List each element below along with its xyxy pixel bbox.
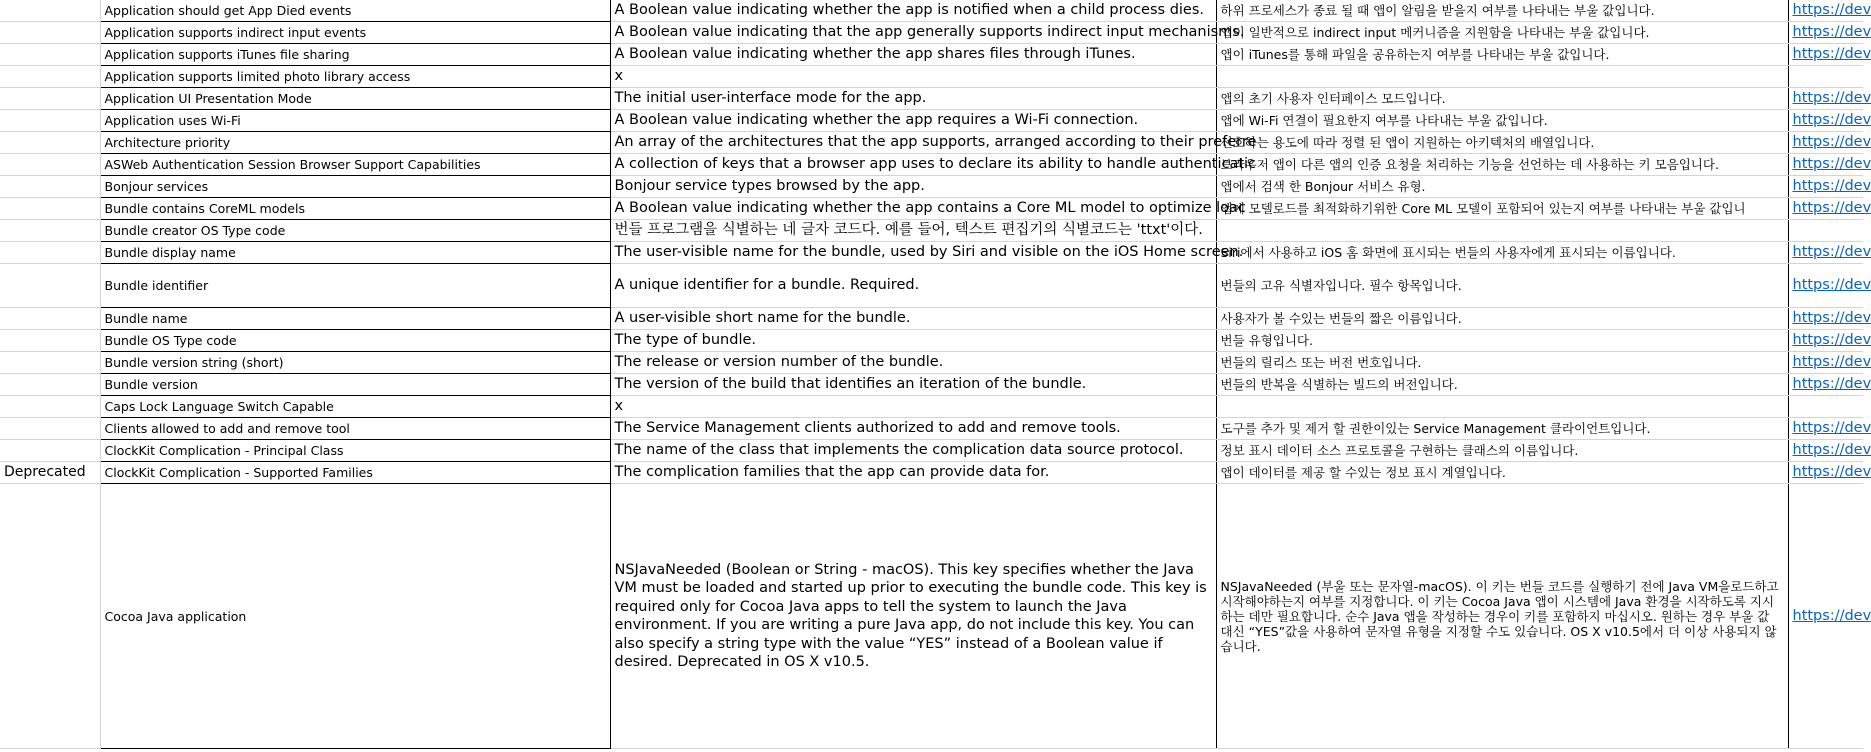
description-cell[interactable]: A unique identifier for a bundle. Required. (610, 264, 1216, 308)
korean-description-cell[interactable]: 도구를 추가 및 제거 할 권한이있는 Service Management 클라이언트입니다. (1216, 418, 1788, 440)
doc-link-cell[interactable]: https://dev (1788, 22, 1863, 44)
table-row (0, 264, 1863, 308)
description-cell[interactable]: An array of the architectures that the app supports, arranged according to their preferre (610, 132, 1216, 154)
status-cell[interactable] (0, 440, 100, 462)
description-cell[interactable]: x (610, 396, 1216, 418)
description-cell[interactable]: x (610, 66, 1216, 88)
table-row (0, 132, 1863, 154)
korean-description-cell[interactable]: 앱이 데이터를 제공 할 수있는 정보 표시 계열입니다. (1216, 462, 1788, 484)
status-cell[interactable] (0, 22, 100, 44)
description-cell[interactable]: A user-visible short name for the bundle. (610, 308, 1216, 330)
table-row (0, 352, 1863, 374)
table-row (0, 418, 1863, 440)
table-row (0, 0, 1863, 22)
description-cell[interactable]: A collection of keys that a browser app uses to declare its ability to handle authenticatic (610, 154, 1216, 176)
doc-link-cell[interactable]: https://dev (1788, 132, 1863, 154)
status-cell[interactable] (0, 0, 100, 22)
status-cell[interactable] (0, 88, 100, 110)
description-cell[interactable]: A Boolean value indicating whether the app requires a Wi-Fi connection. (610, 110, 1216, 132)
doc-link-cell[interactable]: https://dev (1788, 176, 1863, 198)
table-row (0, 484, 1863, 749)
key-name-cell[interactable]: Application supports indirect input events (100, 22, 610, 44)
key-name-cell[interactable]: Clients allowed to add and remove tool (100, 418, 610, 440)
key-name-cell[interactable]: Bonjour services (100, 176, 610, 198)
doc-link-cell[interactable]: https://dev (1788, 44, 1863, 66)
key-name-cell[interactable]: Bundle version string (short) (100, 352, 610, 374)
status-cell[interactable]: Deprecated (0, 462, 100, 484)
doc-link-cell[interactable]: https://dev (1788, 110, 1863, 132)
doc-link-cell[interactable]: https://dev (1788, 242, 1863, 264)
status-cell[interactable] (0, 154, 100, 176)
doc-link-cell[interactable]: https://dev (1788, 88, 1863, 110)
korean-description-cell[interactable]: 번들의 릴리스 또는 버전 번호입니다. (1216, 352, 1788, 374)
status-cell[interactable] (0, 132, 100, 154)
description-cell[interactable]: 번들 프로그램을 식별하는 네 글자 코드다. 예를 들어, 텍스트 편집기의 식별코드는 'ttxt'이다. (610, 220, 1216, 242)
doc-link-cell[interactable]: https://dev (1788, 484, 1863, 749)
korean-description-cell[interactable]: 번들의 고유 식별자입니다. 필수 항목입니다. (1216, 264, 1788, 308)
description-cell[interactable]: The Service Management clients authorized to add and remove tools. (610, 418, 1216, 440)
description-cell[interactable]: The name of the class that implements the complication data source protocol. (610, 440, 1216, 462)
doc-link-cell[interactable]: https://dev (1788, 374, 1863, 396)
korean-description-cell[interactable] (1216, 220, 1788, 242)
key-name-cell[interactable]: Caps Lock Language Switch Capable (100, 396, 610, 418)
korean-description-cell[interactable]: 사용자가 볼 수있는 번들의 짧은 이름입니다. (1216, 308, 1788, 330)
key-name-cell[interactable]: Cocoa Java application (100, 484, 610, 749)
description-cell[interactable]: A Boolean value indicating whether the app is notified when a child process dies. (610, 0, 1216, 22)
key-name-cell[interactable]: Architecture priority (100, 132, 610, 154)
status-cell[interactable] (0, 198, 100, 220)
doc-link-cell[interactable] (1788, 220, 1863, 242)
status-cell[interactable] (0, 242, 100, 264)
key-name-cell[interactable]: ASWeb Authentication Session Browser Support Capabilities (100, 154, 610, 176)
key-name-cell[interactable]: Bundle contains CoreML models (100, 198, 610, 220)
status-cell[interactable] (0, 220, 100, 242)
doc-link-cell[interactable]: https://dev (1788, 0, 1863, 22)
key-name-cell[interactable]: ClockKit Complication - Principal Class (100, 440, 610, 462)
korean-description-cell[interactable]: Siri에서 사용하고 iOS 홈 화면에 표시되는 번들의 사용자에게 표시되는 이름입니다. (1216, 242, 1788, 264)
table-row (0, 242, 1863, 264)
table-row (0, 330, 1863, 352)
table-row (0, 66, 1863, 88)
description-cell[interactable]: The type of bundle. (610, 330, 1216, 352)
doc-link-cell[interactable]: https://dev (1788, 462, 1863, 484)
status-cell[interactable] (0, 44, 100, 66)
status-cell[interactable] (0, 110, 100, 132)
doc-link-cell[interactable]: https://dev (1788, 198, 1863, 220)
description-cell[interactable]: Bonjour service types browsed by the app. (610, 176, 1216, 198)
table-row (0, 396, 1863, 418)
table-row (0, 440, 1863, 462)
doc-link-cell[interactable]: https://dev (1788, 330, 1863, 352)
status-cell[interactable] (0, 484, 100, 749)
key-name-cell[interactable]: Bundle creator OS Type code (100, 220, 610, 242)
doc-link-cell[interactable]: https://dev (1788, 308, 1863, 330)
korean-description-cell[interactable]: 번들 유형입니다. (1216, 330, 1788, 352)
doc-link-cell[interactable] (1788, 66, 1863, 88)
korean-description-cell[interactable] (1216, 396, 1788, 418)
korean-description-cell[interactable]: 앱이 iTunes를 통해 파일을 공유하는지 여부를 나타내는 부울 값입니다. (1216, 44, 1788, 66)
description-cell[interactable]: The user-visible name for the bundle, used by Siri and visible on the iOS Home screen. (610, 242, 1216, 264)
status-cell[interactable] (0, 66, 100, 88)
korean-description-cell[interactable]: 정보 표시 데이터 소스 프로토콜을 구현하는 클래스의 이름입니다. (1216, 440, 1788, 462)
table-row (0, 88, 1863, 110)
doc-link-cell[interactable]: https://dev (1788, 418, 1863, 440)
table-row (0, 220, 1863, 242)
korean-description-cell[interactable]: 앱에 Wi-Fi 연결이 필요한지 여부를 나타내는 부울 값입니다. (1216, 110, 1788, 132)
doc-link-cell[interactable]: https://dev (1788, 264, 1863, 308)
korean-description-cell[interactable]: 하위 프로세스가 종료 될 때 앱이 알림을 받을지 여부를 나타내는 부울 값입니다. (1216, 0, 1788, 22)
key-name-cell[interactable]: ClockKit Complication - Supported Families (100, 462, 610, 484)
table-row (0, 462, 1863, 484)
table-row (0, 44, 1863, 66)
status-cell[interactable] (0, 176, 100, 198)
key-name-cell[interactable]: Application supports iTunes file sharing (100, 44, 610, 66)
korean-description-cell[interactable]: NSJavaNeeded (부울 또는 문자열-macOS). 이 키는 번들 코드를 실행하기 전에 Java VM을로드하고 시작해야하는지 여부를 지정합니다. 이 키는 Cocoa Java 앱이 시스템에 Java 환경을 시작하도록 지시하는 데만 필요합니다. 순수 Java 앱을 작성하는 경우이 키를 포함하지 마십시오. 원하는 경우 부울 값 대신 “YES”값을 사용하여 문자열 유형을 지정할 수도 있습니다. OS X v10.5에서 더 이상 사용되지 않습니다. (1216, 484, 1788, 749)
key-name-cell[interactable]: Bundle version (100, 374, 610, 396)
status-cell[interactable] (0, 352, 100, 374)
key-name-cell[interactable]: Application UI Presentation Mode (100, 88, 610, 110)
table-row (0, 154, 1863, 176)
description-cell[interactable]: NSJavaNeeded (Boolean or String - macOS). This key specifies whether the Java VM must be loaded and started up prior to executing the bundle code. This key is required only for Cocoa Java apps to tell the system to launch the Java environment. If you are writing a pure Java app, do not include this key. You can also specify a string type with the value “YES” instead of a Boolean value if desired. Deprecated in OS X v10.5. (610, 484, 1216, 749)
korean-description-cell[interactable]: 번들의 반복을 식별하는 빌드의 버전입니다. (1216, 374, 1788, 396)
doc-link-cell[interactable]: https://dev (1788, 352, 1863, 374)
table-row (0, 374, 1863, 396)
status-cell[interactable] (0, 330, 100, 352)
description-cell[interactable]: The version of the build that identifies an iteration of the bundle. (610, 374, 1216, 396)
status-cell[interactable] (0, 308, 100, 330)
status-cell[interactable] (0, 264, 100, 308)
korean-description-cell[interactable]: 선호하는 용도에 따라 정렬 된 앱이 지원하는 아키텍처의 배열입니다. (1216, 132, 1788, 154)
table-row (0, 176, 1863, 198)
key-name-cell[interactable]: Bundle identifier (100, 264, 610, 308)
description-cell[interactable]: A Boolean value indicating that the app generally supports indirect input mechanisms. (610, 22, 1216, 44)
key-name-cell[interactable]: Application should get App Died events (100, 0, 610, 22)
key-name-cell[interactable]: Application uses Wi-Fi (100, 110, 610, 132)
table-row (0, 198, 1863, 220)
korean-description-cell[interactable]: 브라우저 앱이 다른 앱의 인증 요청을 처리하는 기능을 선언하는 데 사용하는 키 모음입니다. (1216, 154, 1788, 176)
table-row (0, 22, 1863, 44)
description-cell[interactable]: The release or version number of the bundle. (610, 352, 1216, 374)
table-row (0, 110, 1863, 132)
korean-description-cell[interactable]: 앱에 모델로드를 최적화하기위한 Core ML 모델이 포함되어 있는지 여부를 나타내는 부울 값입니 (1216, 198, 1788, 220)
description-cell[interactable]: A Boolean value indicating whether the app shares files through iTunes. (610, 44, 1216, 66)
status-cell[interactable] (0, 374, 100, 396)
doc-link-cell[interactable]: https://dev (1788, 154, 1863, 176)
key-name-cell[interactable]: Bundle display name (100, 242, 610, 264)
description-cell[interactable]: The complication families that the app can provide data for. (610, 462, 1216, 484)
korean-description-cell[interactable] (1216, 66, 1788, 88)
doc-link-cell[interactable] (1788, 396, 1863, 418)
description-cell[interactable]: The initial user-interface mode for the app. (610, 88, 1216, 110)
table-row (0, 308, 1863, 330)
status-cell[interactable] (0, 396, 100, 418)
status-cell[interactable] (0, 418, 100, 440)
korean-description-cell[interactable]: 앱이 일반적으로 indirect input 메커니즘을 지원함을 나타내는 부울 값입니다. (1216, 22, 1788, 44)
description-cell[interactable]: A Boolean value indicating whether the app contains a Core ML model to optimize loac (610, 198, 1216, 220)
key-name-cell[interactable]: Bundle OS Type code (100, 330, 610, 352)
korean-description-cell[interactable]: 앱에서 검색 한 Bonjour 서비스 유형. (1216, 176, 1788, 198)
doc-link-cell[interactable]: https://dev (1788, 440, 1863, 462)
key-name-cell[interactable]: Bundle name (100, 308, 610, 330)
korean-description-cell[interactable]: 앱의 초기 사용자 인터페이스 모드입니다. (1216, 88, 1788, 110)
key-name-cell[interactable]: Application supports limited photo library access (100, 66, 610, 88)
